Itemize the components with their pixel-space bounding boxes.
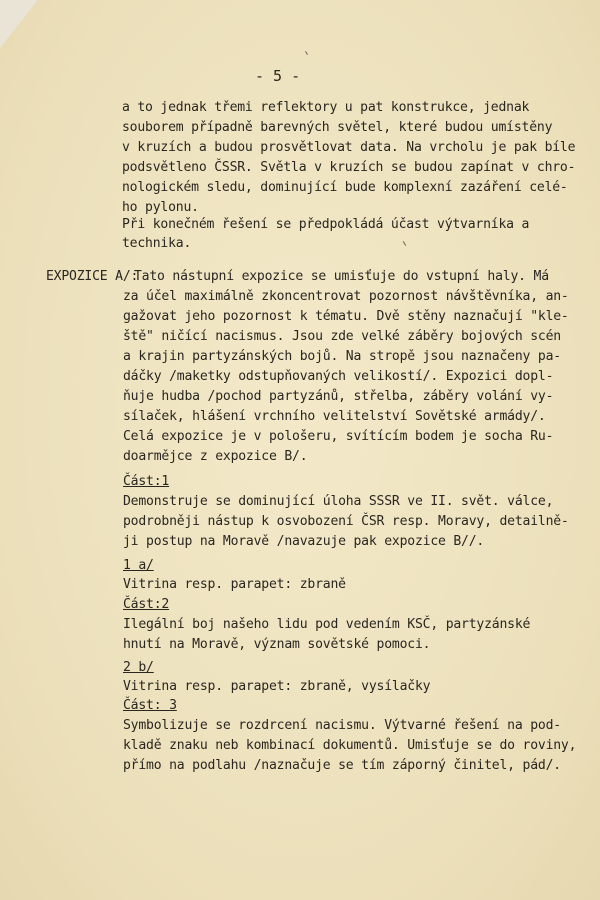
text-line: Celá expozice je v pološeru, svítícím bodem je socha Ru- xyxy=(123,429,554,444)
text-line: Vitrina resp. parapet: zbraně, vysílačky xyxy=(123,679,431,694)
text-line: podsvětleno ČSSR. Světla v kruzích se budou zapínat v chro- xyxy=(122,160,576,175)
text-line: technika. xyxy=(122,236,192,251)
text-line: Symbolizuje se rozdrcení nacismu. Výtvarné řešení na pod- xyxy=(123,718,561,733)
expozice-label: EXPOZICE A/: xyxy=(46,269,139,284)
text-line: přímo na podlahu /naznačuje se tím záporný činitel, pád/. xyxy=(123,758,561,773)
stray-mark xyxy=(403,241,406,246)
text-line: ho pylonu. xyxy=(122,200,199,215)
text-line: a krajin partyzánských bojů. Na stropě jsou naznačeny pa- xyxy=(123,349,561,364)
section-heading: Část:2 xyxy=(123,597,170,612)
text-line: kladě znaku neb kombinací dokumentů. Umisťuje se do roviny, xyxy=(123,738,577,753)
text-line: souborem případně barevných světel, které budou umístěny xyxy=(122,120,553,135)
text-line: a to jednak třemi reflektory u pat konstrukce, jednak xyxy=(122,100,530,115)
text-line: Tato nástupní expozice se umisťuje do vstupní haly. Má xyxy=(134,269,549,284)
folded-corner xyxy=(0,0,38,48)
section-heading: 1 a/ xyxy=(123,558,154,573)
text-line: Při konečném řešení se předpokládá účast výtvarníka a xyxy=(122,217,530,232)
section-heading: 2 b/ xyxy=(123,660,154,675)
section-heading: Část: 3 xyxy=(123,698,177,713)
page-number: - 5 - xyxy=(255,67,301,85)
text-line: podrobněji nástup k osvobození ČSR resp. Moravy, detailně- xyxy=(123,514,569,529)
text-line: nologickém sledu, dominující bude komplexní zazáření celé- xyxy=(122,180,568,195)
stray-mark xyxy=(305,51,308,55)
text-line: ště" ničící nacismus. Jsou zde velké záběry bojových scén xyxy=(123,329,561,344)
text-line: v kruzích a budou prosvětlovat data. Na vrcholu je pak bíle xyxy=(122,140,576,155)
section-heading: Část:1 xyxy=(123,474,170,489)
text-line: Ilegální boj našeho lidu pod vedením KSČ, partyzánské xyxy=(123,617,531,632)
text-line: sílaček, hlášení vrchního velitelství Sovětské armády/. xyxy=(123,409,546,424)
text-line: ňuje hudba /pochod partyzánů, střelba, záběry volání vy- xyxy=(123,389,554,404)
text-line: hnutí na Moravě, význam sovětské pomoci. xyxy=(123,637,431,652)
text-line: ji postup na Moravě /navazuje pak expozice B//. xyxy=(123,534,485,549)
text-line: Vitrina resp. parapet: zbraně xyxy=(123,577,346,592)
text-line: doarmějce z expozice B/. xyxy=(123,449,308,464)
text-line: gažovat jeho pozornost k tématu. Dvě stěny naznačují "kle- xyxy=(123,309,569,324)
text-line: za účel maximálně zkoncentrovat pozornost návštěvníka, an- xyxy=(123,289,569,304)
text-line: dáčky /maketky odstupňovaných velikostí/. Expozici dopl- xyxy=(123,369,554,384)
text-line: Demonstruje se dominující úloha SSSR ve II. svět. válce, xyxy=(123,494,554,509)
